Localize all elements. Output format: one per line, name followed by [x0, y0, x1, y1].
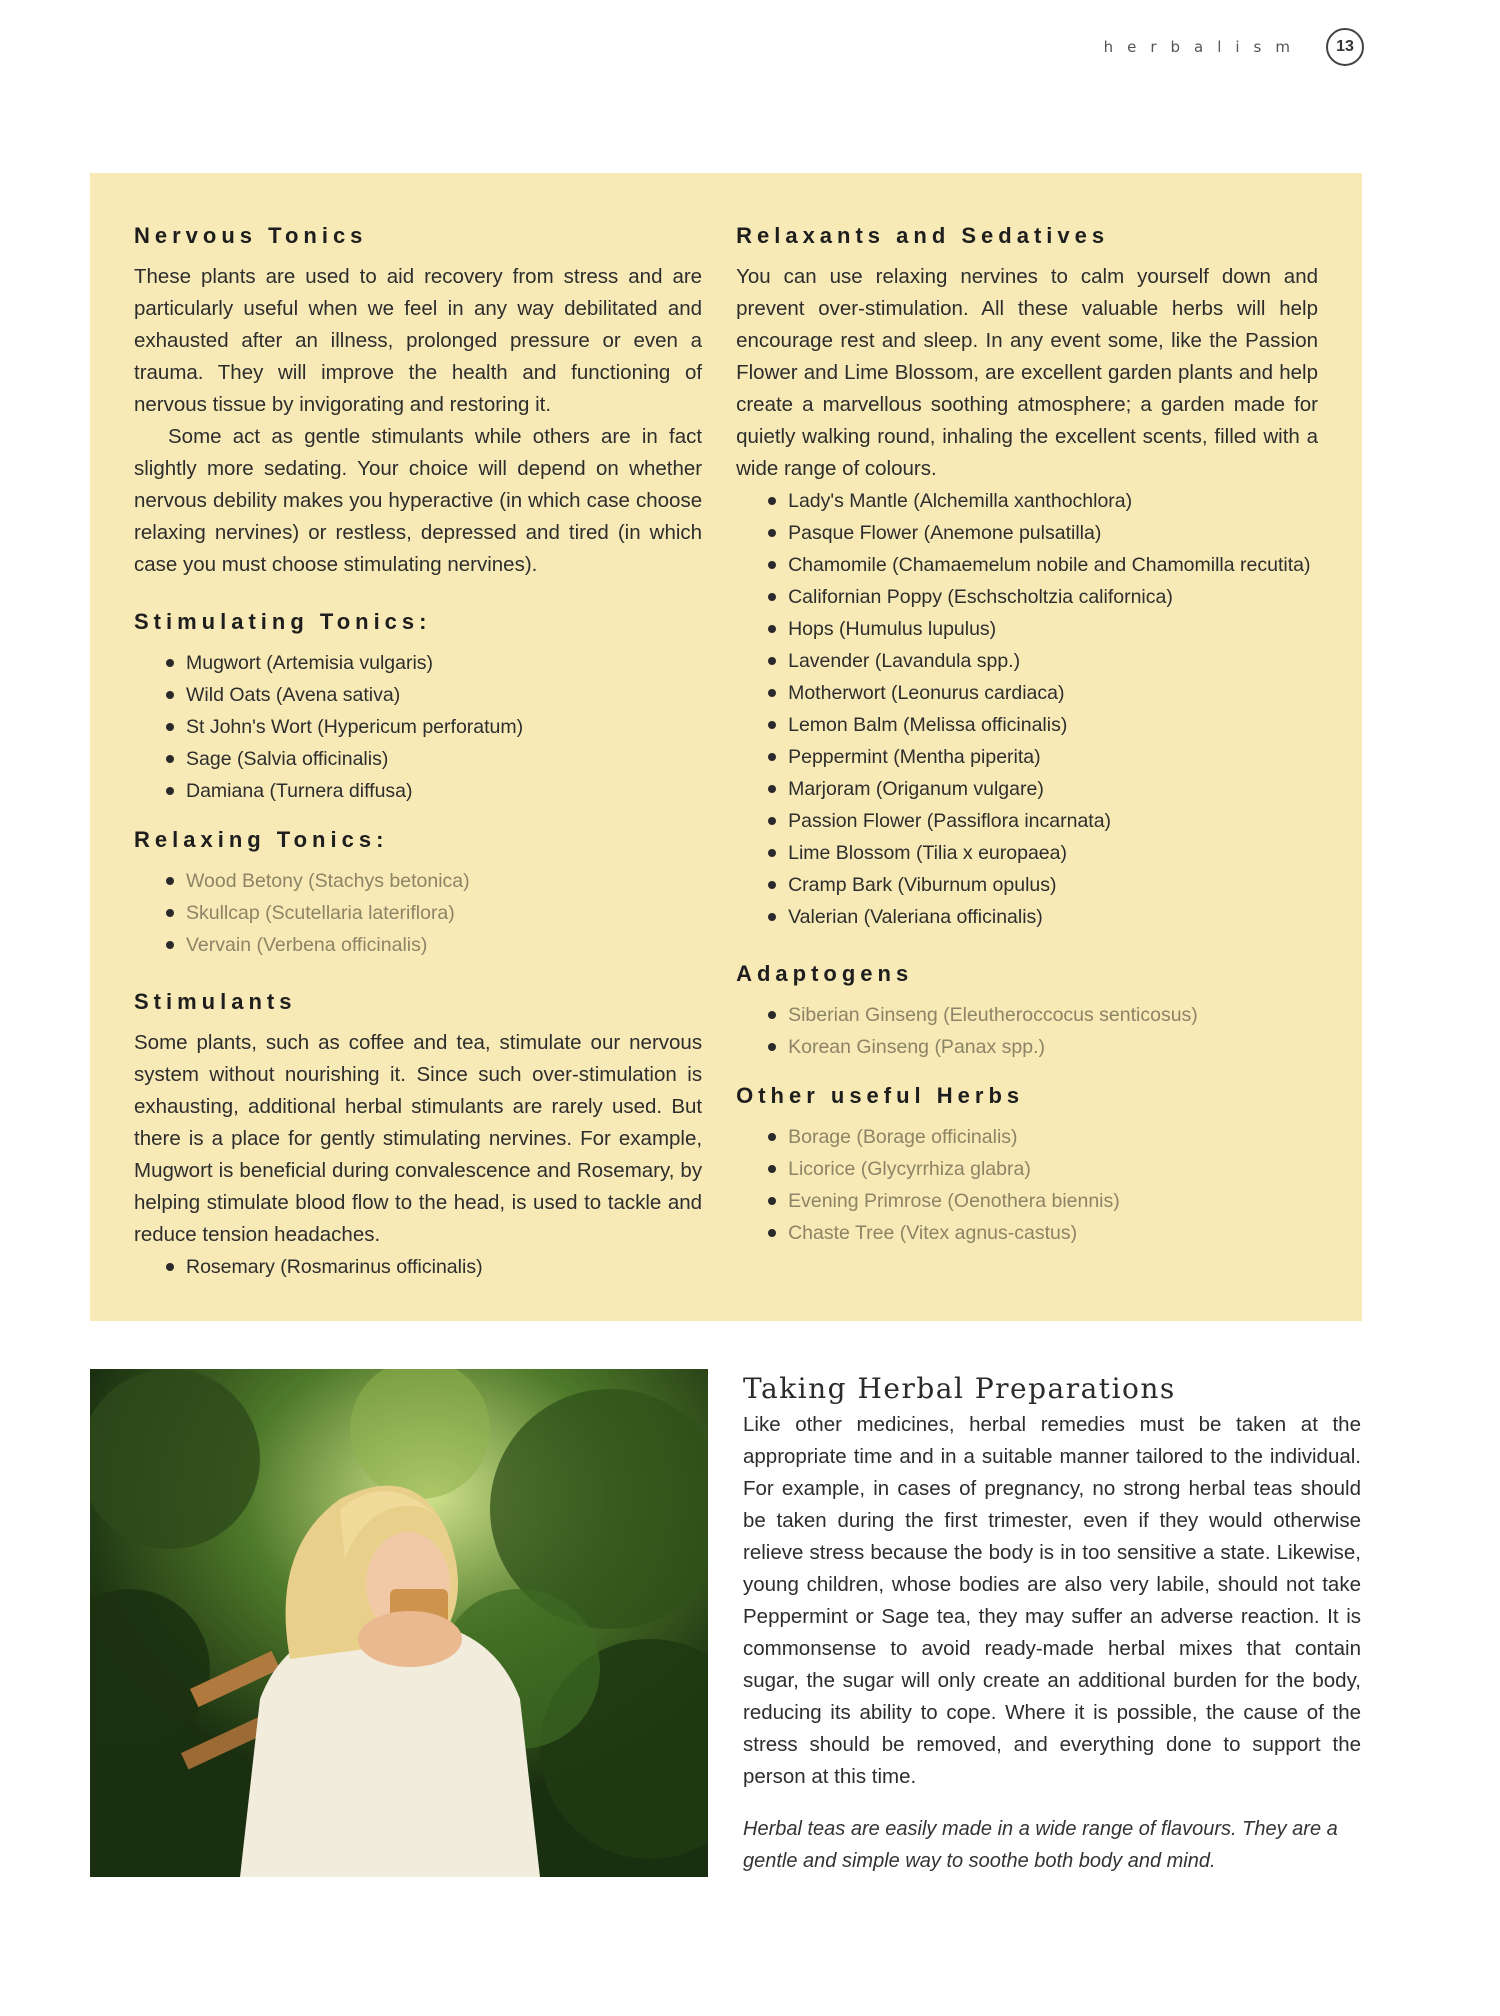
- list-item: Chamomile (Chamaemelum nobile and Chamomilla recutita): [768, 549, 1318, 581]
- other-herbs-heading: Other useful Herbs: [736, 1083, 1025, 1108]
- right-column: [736, 223, 1318, 1321]
- tea-drinking-photo: [90, 1369, 708, 1877]
- relaxing-tonics-heading: Relaxing Tonics:: [134, 827, 389, 852]
- list-item: Sage (Salvia officinalis): [166, 743, 702, 775]
- list-item: Peppermint (Mentha piperita): [768, 741, 1318, 773]
- article-title: Taking Herbal Preparations: [743, 1372, 1176, 1405]
- relaxants-list: [736, 485, 1318, 933]
- list-item: Marjoram (Origanum vulgare): [768, 773, 1318, 805]
- list-item: Lemon Balm (Melissa officinalis): [768, 709, 1318, 741]
- list-item: Passion Flower (Passiflora incarnata): [768, 805, 1318, 837]
- article: [743, 1372, 1361, 1897]
- list-item: Pasque Flower (Anemone pulsatilla): [768, 517, 1318, 549]
- list-item: Motherwort (Leonurus cardiaca): [768, 677, 1318, 709]
- list-item: Cramp Bark (Viburnum opulus): [768, 869, 1318, 901]
- list-item: Mugwort (Artemisia vulgaris): [166, 647, 702, 679]
- page-number: 13: [1326, 28, 1364, 66]
- list-item: Damiana (Turnera diffusa): [166, 775, 702, 807]
- adaptogens-list: [736, 999, 1318, 1063]
- list-item: Wood Betony (Stachys betonica): [166, 865, 702, 897]
- list-item: Vervain (Verbena officinalis): [166, 929, 702, 961]
- adaptogens-heading: Adaptogens: [736, 961, 914, 986]
- list-item: Siberian Ginseng (Eleutheroccocus senticosus): [768, 999, 1318, 1031]
- left-column: [134, 223, 702, 1321]
- list-item: Wild Oats (Avena sativa): [166, 679, 702, 711]
- list-item: Skullcap (Scutellaria lateriflora): [166, 897, 702, 929]
- list-item: Lavender (Lavandula spp.): [768, 645, 1318, 677]
- photo-caption: Herbal teas are easily made in a wide range of flavours. They are a gentle and simple way to soothe both body and mind.: [743, 1818, 1338, 1872]
- stimulants-paragraph: Some plants, such as coffee and tea, stimulate our nervous system without nourishing it. Since such over-stimulation is exhausting, additional herbal stimulants are rarely used. But there is a place for gently stimulating nervines. For example, Mugwort is beneficial during convalescence and Rosemary, by helping stimulate blood flow to the head, is used to tackle and reduce tension headaches.: [134, 1031, 703, 1246]
- list-item: Rosemary (Rosmarinus officinalis): [166, 1251, 702, 1283]
- list-item: Valerian (Valeriana officinalis): [768, 901, 1318, 933]
- relaxants-paragraph: You can use relaxing nervines to calm yourself down and prevent over-stimulation. All these valuable herbs will help encourage rest and sleep. In any event some, like the Passion Flower and Lime Blossom, are excellent garden plants and help create a marvellous soothing atmosphere; a garden made for quietly walking round, inhaling the excellent scents, filled with a wide range of colours.: [736, 265, 1318, 480]
- other-herbs-list: [736, 1121, 1318, 1249]
- list-item: Lady's Mantle (Alchemilla xanthochlora): [768, 485, 1318, 517]
- page-header: [1104, 28, 1364, 66]
- list-item: Korean Ginseng (Panax spp.): [768, 1031, 1318, 1063]
- list-item: Chaste Tree (Vitex agnus-castus): [768, 1217, 1318, 1249]
- list-item: St John's Wort (Hypericum perforatum): [166, 711, 702, 743]
- stimulants-list: [134, 1251, 702, 1283]
- nervous-tonics-paragraph-1: These plants are used to aid recovery from stress and are particularly useful when we feel in any way debilitated and exhausted after an illness, prolonged pressure or even a trauma. They will improve the health and functioning of nervous tissue by invigorating and restoring it.: [134, 265, 703, 416]
- list-item: Evening Primrose (Oenothera biennis): [768, 1185, 1318, 1217]
- nervous-tonics-heading: Nervous Tonics: [134, 223, 368, 248]
- stimulating-tonics-list: [134, 647, 702, 807]
- herb-panel: [90, 173, 1362, 1321]
- stimulants-heading: Stimulants: [134, 989, 297, 1014]
- list-item: Licorice (Glycyrrhiza glabra): [768, 1153, 1318, 1185]
- nervous-tonics-paragraph-2: Some act as gentle stimulants while others are in fact slightly more sedating. Your choice will depend on whether nervous debility makes you hyperactive (in which case choose relaxing nervines) or restless, depressed and tired (in which case you must choose stimulating nervines).: [134, 425, 703, 576]
- relaxing-tonics-list: [134, 865, 702, 961]
- list-item: Borage (Borage officinalis): [768, 1121, 1318, 1153]
- article-body: Like other medicines, herbal remedies must be taken at the appropriate time and in a suitable manner tailored to the individual. For example, in cases of pregnancy, no strong herbal teas should be taken during the first trimester, even if they would otherwise relieve stress because the body is in too sensitive a state. Likewise, young children, whose bodies are also very labile, should not take Peppermint or Sage tea, they may suffer an adverse reaction. It is commonsense to avoid ready-made herbal mixes that contain sugar, the sugar will only create an additional burden for the body, reducing its ability to cope. Where it is possible, the cause of the stress should be removed, and everything done to support the person at this time.: [743, 1413, 1361, 1788]
- running-title: herbalism: [1103, 38, 1304, 56]
- list-item: Hops (Humulus lupulus): [768, 613, 1318, 645]
- stimulating-tonics-heading: Stimulating Tonics:: [134, 609, 432, 634]
- list-item: Californian Poppy (Eschscholtzia californica): [768, 581, 1318, 613]
- relaxants-heading: Relaxants and Sedatives: [736, 223, 1110, 248]
- list-item: Lime Blossom (Tilia x europaea): [768, 837, 1318, 869]
